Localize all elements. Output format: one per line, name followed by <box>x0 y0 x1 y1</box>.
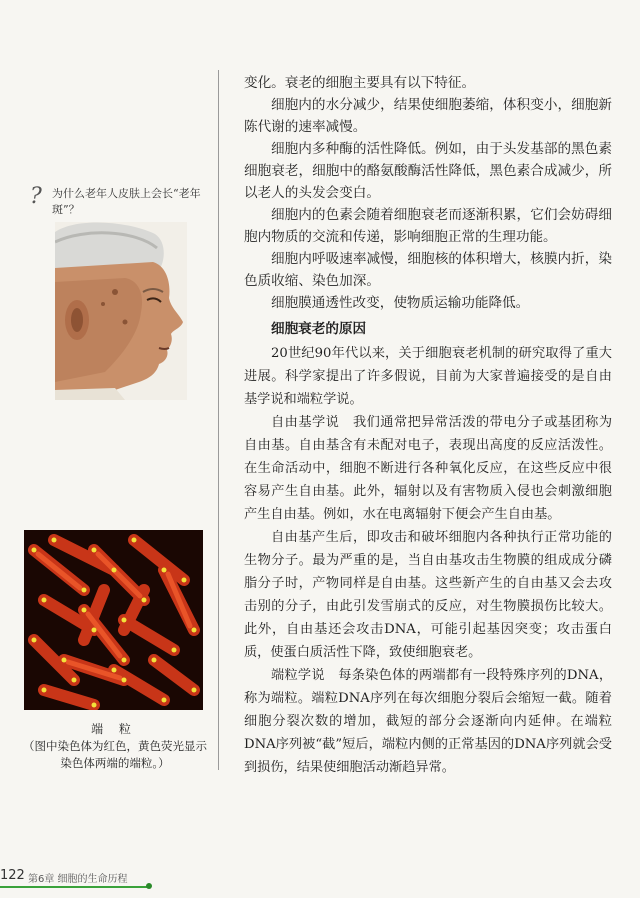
page-number: 122 <box>0 868 25 883</box>
paragraph: 20世纪90年代以来，关于细胞衰老机制的研究取得了重大进展。科学家提出了许多假说，目前为大家普遍接受的是自由基学说和端粒学说。 <box>244 346 612 407</box>
telomere-micrograph <box>24 530 203 710</box>
footer-dot <box>146 883 152 889</box>
paragraph: 变化。衰老的细胞主要具有以下特征。 <box>244 75 476 91</box>
term-free-radical-theory: 自由基学说 <box>271 415 340 430</box>
paragraph-body: 每条染色体的两端都有一段特殊序列的DNA，称为端粒。端粒DNA序列在每次细胞分裂后会缩短一截。随着细胞分裂次数的增加，截短的部分会逐渐向内延伸。在端粒DNA序列被“截”短后，端粒内侧的正常基因的DNA序列就会受到损伤，结果使细胞活动渐趋异常。 <box>244 668 613 775</box>
paragraph: 细胞内的水分减少，结果使细胞萎缩，体积变小，细胞新陈代谢的速率减慢。 <box>244 97 612 135</box>
paragraph: 细胞内多种酶的活性降低。例如，由于头发基部的黑色素细胞衰老，细胞中的酪氨酸酶活性降低，黑色素合成减少，所以老人的头发会变白。 <box>244 141 612 201</box>
section-heading: 细胞衰老的原因 <box>271 321 367 337</box>
paragraph <box>244 664 612 779</box>
paragraph: 细胞内呼吸速率减慢，细胞核的体积增大，核膜内折，染色质收缩、染色加深。 <box>244 251 612 289</box>
figure-caption-title: 端 粒 <box>91 722 137 736</box>
figure-caption-text: （图中染色体为红色，黄色荧光显示染色体两端的端粒。） <box>23 739 207 770</box>
chapter-title: 第6章 细胞的生命历程 <box>28 874 128 885</box>
column-divider <box>218 70 219 770</box>
paragraph: 细胞膜通透性改变，使物质运输功能降低。 <box>271 295 530 311</box>
main-text-column <box>244 72 612 779</box>
paragraph-body: 我们通常把异常活泼的带电分子或基团称为自由基。自由基含有未配对电子，表现出高度的反应活泼性。在生命活动中，细胞不断进行各种氧化反应，在这些反应中很容易产生自由基。此外，辐射以及有害物质入侵也会刺激细胞产生自由基。例如，水在电离辐射下便会产生自由基。 <box>244 415 613 522</box>
margin-question <box>30 186 210 218</box>
reasons-body <box>244 342 612 779</box>
question-mark-icon: ? <box>30 184 42 209</box>
paragraph <box>244 411 612 526</box>
term-telomere-theory: 端粒学说 <box>271 668 325 683</box>
question-text: 为什么老年人皮肤上会长“老年斑”？ <box>52 187 201 216</box>
elderly-man-photo <box>55 222 187 400</box>
page-footer <box>0 868 640 888</box>
footer-rule <box>0 886 150 888</box>
paragraph: 细胞内的色素会随着细胞衰老而逐渐积累，它们会妨碍细胞内物质的交流和传递，影响细胞正常的生理功能。 <box>244 207 612 245</box>
paragraph: 自由基产生后，即攻击和破坏细胞内各种执行正常功能的生物分子。最为严重的是，当自由基攻击生物膜的组成成分磷脂分子时，产物同样是自由基。这些新产生的自由基又会去攻击别的分子，由此引发雪崩式的反应，对生物膜损伤比较大。此外，自由基还会攻击DNA，可能引起基因突变；攻击蛋白质，使蛋白质活性下降，致使细胞衰老。 <box>244 530 612 660</box>
